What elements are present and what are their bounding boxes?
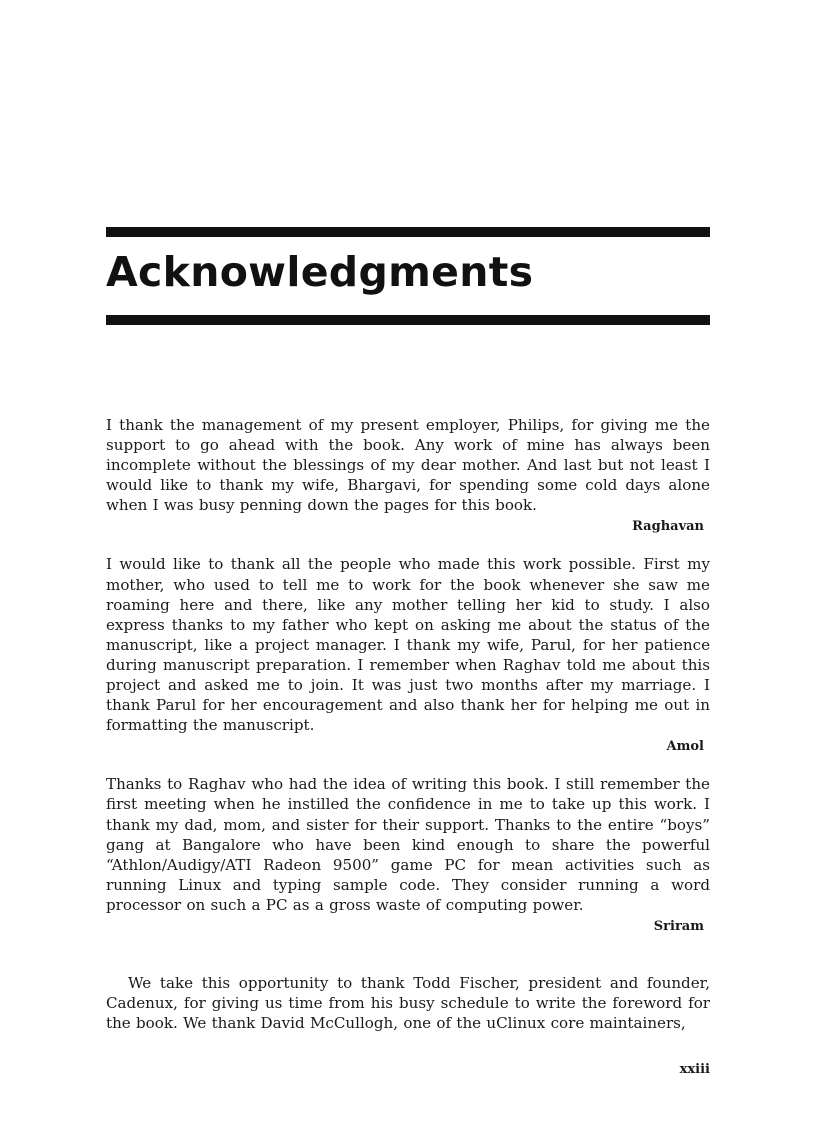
page-number: xxiii: [679, 1062, 710, 1077]
paragraph-closing: We take this opportunity to thank Todd Fischer, president and founder, Cadenux, for giving us time from his busy schedule to write the foreword for the book. We thank David McCullogh, one of the uClinux core maintainers,: [106, 973, 710, 1033]
acknowledgments-body: [106, 415, 710, 1033]
paragraph-amol: I would like to thank all the people who made this work possible. First my mother, who used to tell me to work for the book whenever she saw me roaming here and there, like any mother telling her kid to study. I also express thanks to my father who kept on asking me about the status of the manuscript, like a project manager. I thank my wife, Parul, for her patience during manuscript preparation. I remember when Raghav told me about this project and asked me to join. It was just two months after my marriage. I thank Parul for her encouragement and also thank her for helping me out in formatting the manuscript.: [106, 555, 710, 735]
section-spacer: [106, 537, 710, 554]
signature-amol: Amol: [666, 739, 704, 755]
paragraph-sriram: Thanks to Raghav who had the idea of writing this book. I still remember the first meeting when he instilled the confidence in me to take up this work. I thank my dad, mom, and sister for their support. Thanks to the entire “boys” gang at Bangalore who have been kind enough to share the powerful “Athlon/Audigy/ATI Radeon 9500” game PC for mean activities such as running Linux and typing sample code. They consider running a word processor on such a PC as a gross waste of computing power.: [106, 775, 710, 914]
title-rule-bottom: [106, 315, 710, 325]
paragraph-raghavan: I thank the management of my present employer, Philips, for giving me the support to go ahead with the book. Any work of mine has always been incomplete without the blessings of my dear mother. And last but not least I would like to thank my wife, Bhargavi, for spending some cold days alone when I was busy penning down the pages for this book.: [106, 416, 710, 515]
chapter-title: Acknowledgments: [106, 248, 534, 296]
title-rule-top: [106, 227, 710, 237]
section-spacer: [106, 757, 710, 774]
signature-sriram: Sriram: [653, 918, 704, 934]
section-spacer: [106, 937, 710, 973]
signature-raghavan: Raghavan: [632, 519, 704, 535]
